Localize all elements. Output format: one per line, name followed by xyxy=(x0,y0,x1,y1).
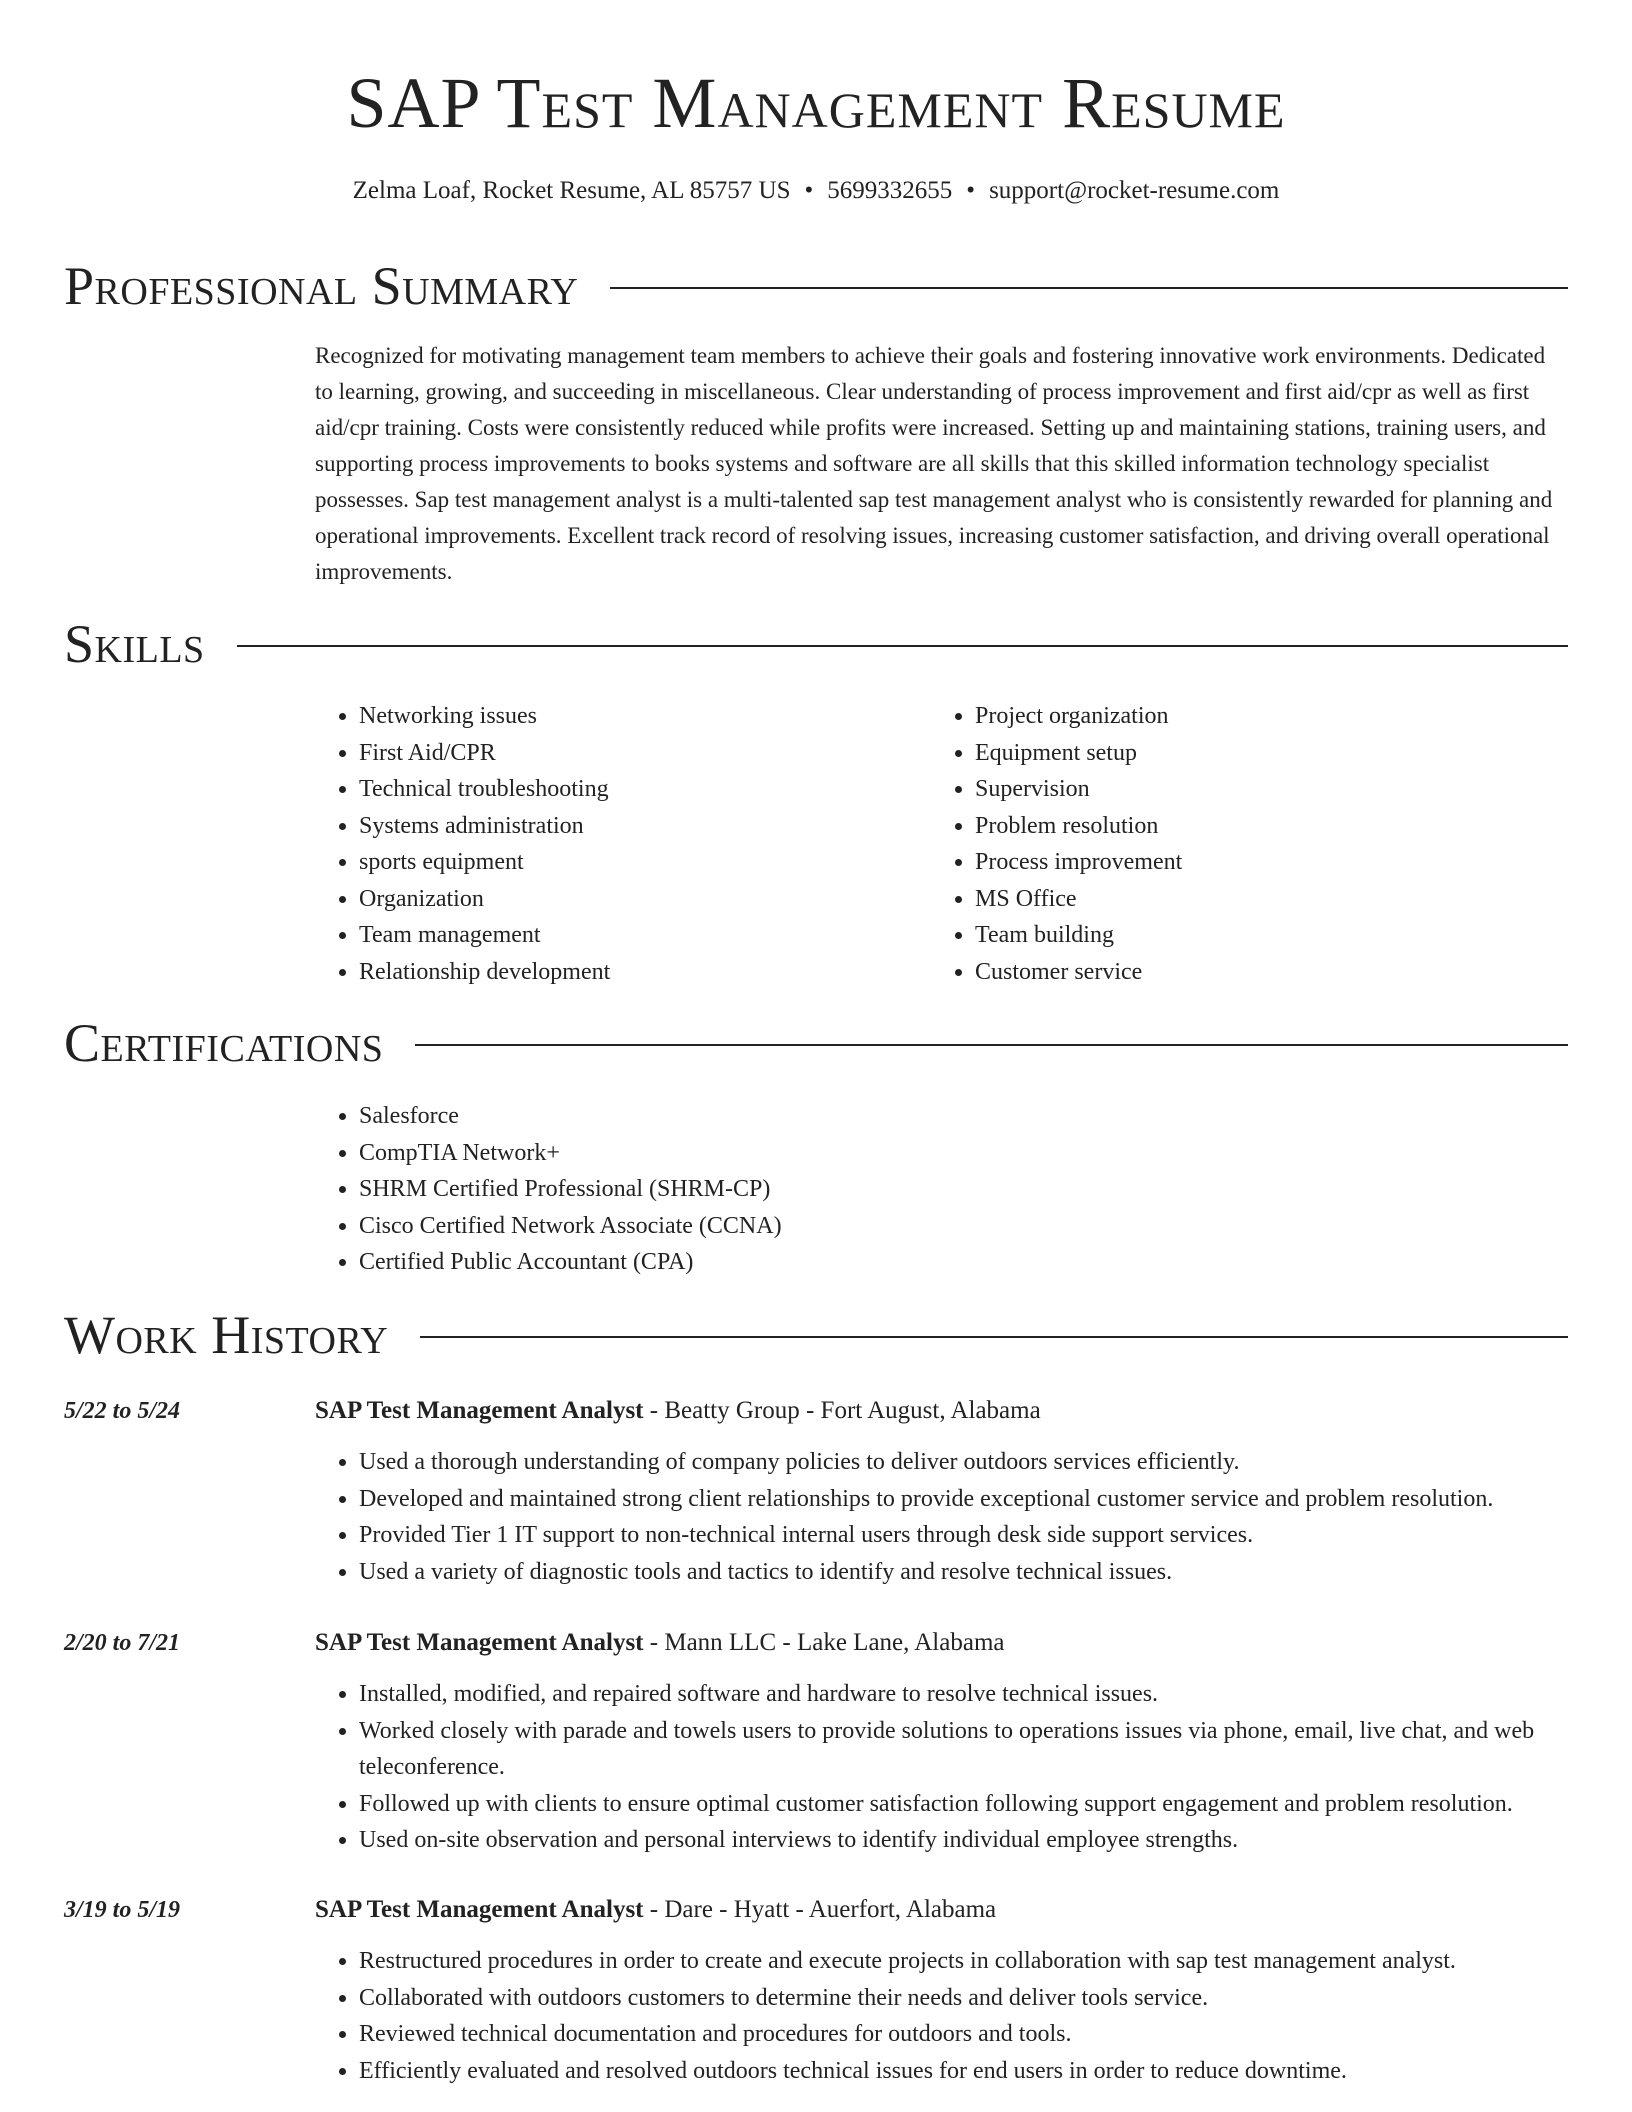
certification-item: • SHRM Certified Professional (SHRM-CP) xyxy=(359,1171,1568,1208)
skill-item: • Technical troubleshooting xyxy=(359,771,931,808)
job-heading xyxy=(315,1625,1005,1661)
section-divider xyxy=(610,287,1568,289)
skill-item: • Equipment setup xyxy=(975,735,1547,772)
job-bullet-item: • Restructured procedures in order to create and execute projects in collaboration with sap test management analyst. xyxy=(359,1943,1568,1980)
skill-item: • Problem resolution xyxy=(975,808,1547,845)
job-heading xyxy=(315,1393,1041,1429)
certifications-heading: Certifications xyxy=(64,1013,384,1073)
skills-section-header xyxy=(64,612,1568,676)
skill-item: • Process improvement xyxy=(975,844,1547,881)
job-dates: 5/22 to 5/24 xyxy=(64,1398,181,1424)
skills-column-right xyxy=(931,698,1547,990)
section-divider xyxy=(237,645,1568,647)
skills-list xyxy=(315,698,1568,990)
job-bullet-item: • Used a thorough understanding of company policies to deliver outdoors services efficiently. xyxy=(359,1444,1568,1481)
summary-heading: Professional Summary xyxy=(64,256,579,316)
job-bullet-item: • Installed, modified, and repaired software and hardware to resolve technical issues. xyxy=(359,1676,1568,1713)
job-title: SAP Test Management Analyst xyxy=(315,1397,644,1424)
contact-phone: 5699332655 xyxy=(827,177,953,204)
skill-item: • Systems administration xyxy=(359,808,931,845)
job-company-location: - Dare - Hyatt - Auerfort, Alabama xyxy=(643,1896,997,1923)
skill-item: • Relationship development xyxy=(359,954,931,991)
skill-item: • Supervision xyxy=(975,771,1547,808)
job-title: SAP Test Management Analyst xyxy=(315,1629,644,1656)
skills-column-left xyxy=(315,698,931,990)
job-bullet-item: • Reviewed technical documentation and procedures for outdoors and tools. xyxy=(359,2016,1568,2053)
job-bullet-item: • Used a variety of diagnostic tools and tactics to identify and resolve technical issues. xyxy=(359,1554,1568,1591)
skill-item: • Organization xyxy=(359,881,931,918)
skill-item: • Team building xyxy=(975,917,1547,954)
certification-item: • Cisco Certified Network Associate (CCNA) xyxy=(359,1208,1568,1245)
job-bullet-item: • Developed and maintained strong client relationships to provide exceptional customer service and problem resolution. xyxy=(359,1481,1568,1518)
contact-address: Zelma Loaf, Rocket Resume, AL 85757 US xyxy=(352,177,791,204)
certification-item: • Certified Public Accountant (CPA) xyxy=(359,1244,1568,1281)
job-company-location: - Mann LLC - Lake Lane, Alabama xyxy=(643,1629,1005,1656)
job-bullet-item: • Provided Tier 1 IT support to non-technical internal users through desk side support services. xyxy=(359,1517,1568,1554)
job-bullets xyxy=(315,1676,1568,1859)
skill-item: • sports equipment xyxy=(359,844,931,881)
work-history-heading: Work History xyxy=(64,1305,389,1365)
job-title: SAP Test Management Analyst xyxy=(315,1896,644,1923)
certifications-section-header xyxy=(64,1011,1568,1075)
resume-title: SAP Test Management Resume xyxy=(346,63,1286,143)
skill-item: • MS Office xyxy=(975,881,1547,918)
job-bullets xyxy=(315,1444,1568,1590)
work-history-section-header xyxy=(64,1303,1568,1367)
job-bullet-item: • Efficiently evaluated and resolved outdoors technical issues for end users in order to reduce downtime. xyxy=(359,2053,1568,2090)
certification-item: • CompTIA Network+ xyxy=(359,1135,1568,1172)
contact-line xyxy=(64,174,1568,208)
summary-text: Recognized for motivating management team members to achieve their goals and fostering innovative work environments. Dedicated to learning, growing, and succeeding in miscellaneous. Clear understanding of process improvement and first aid/cpr as well as first aid/cpr training. Costs were consistently reduced while profits were increased. Setting up and maintaining stations, training users, and supporting process improvements to books systems and software are all skills that this skilled information technology specialist possesses. Sap test management analyst is a multi-talented sap test management analyst who is consistently rewarded for planning and operational improvements. Excellent track record of resolving issues, increasing customer satisfaction, and driving overall operational improvements. xyxy=(315,343,1553,584)
summary-section-header xyxy=(64,254,1568,318)
contact-separator: • xyxy=(966,177,976,204)
job-heading xyxy=(315,1892,996,1928)
skill-item: • Project organization xyxy=(975,698,1547,735)
skill-item: • Networking issues xyxy=(359,698,931,735)
certification-item: • Salesforce xyxy=(359,1098,1568,1135)
certifications-list xyxy=(315,1098,1568,1281)
skill-item: • Customer service xyxy=(975,954,1547,991)
job-dates: 2/20 to 7/21 xyxy=(64,1630,181,1656)
job-dates: 3/19 to 5/19 xyxy=(64,1897,181,1923)
job-bullet-item: • Worked closely with parade and towels users to provide solutions to operations issues via phone, email, live chat, and web teleconference. xyxy=(359,1713,1568,1786)
job-bullet-item: • Used on-site observation and personal interviews to identify individual employee strengths. xyxy=(359,1822,1568,1859)
job-bullet-item: • Collaborated with outdoors customers to determine their needs and deliver tools service. xyxy=(359,1980,1568,2017)
section-divider xyxy=(415,1044,1568,1046)
job-bullets xyxy=(315,1943,1568,2089)
contact-separator: • xyxy=(804,177,814,204)
job-bullet-item: • Followed up with clients to ensure optimal customer satisfaction following support engagement and problem resolution. xyxy=(359,1786,1568,1823)
skill-item: • First Aid/CPR xyxy=(359,735,931,772)
skill-item: • Team management xyxy=(359,917,931,954)
skills-heading: Skills xyxy=(64,614,205,674)
section-divider xyxy=(420,1336,1568,1338)
job-company-location: - Beatty Group - Fort August, Alabama xyxy=(643,1397,1041,1424)
contact-email: support@rocket-resume.com xyxy=(989,177,1280,204)
